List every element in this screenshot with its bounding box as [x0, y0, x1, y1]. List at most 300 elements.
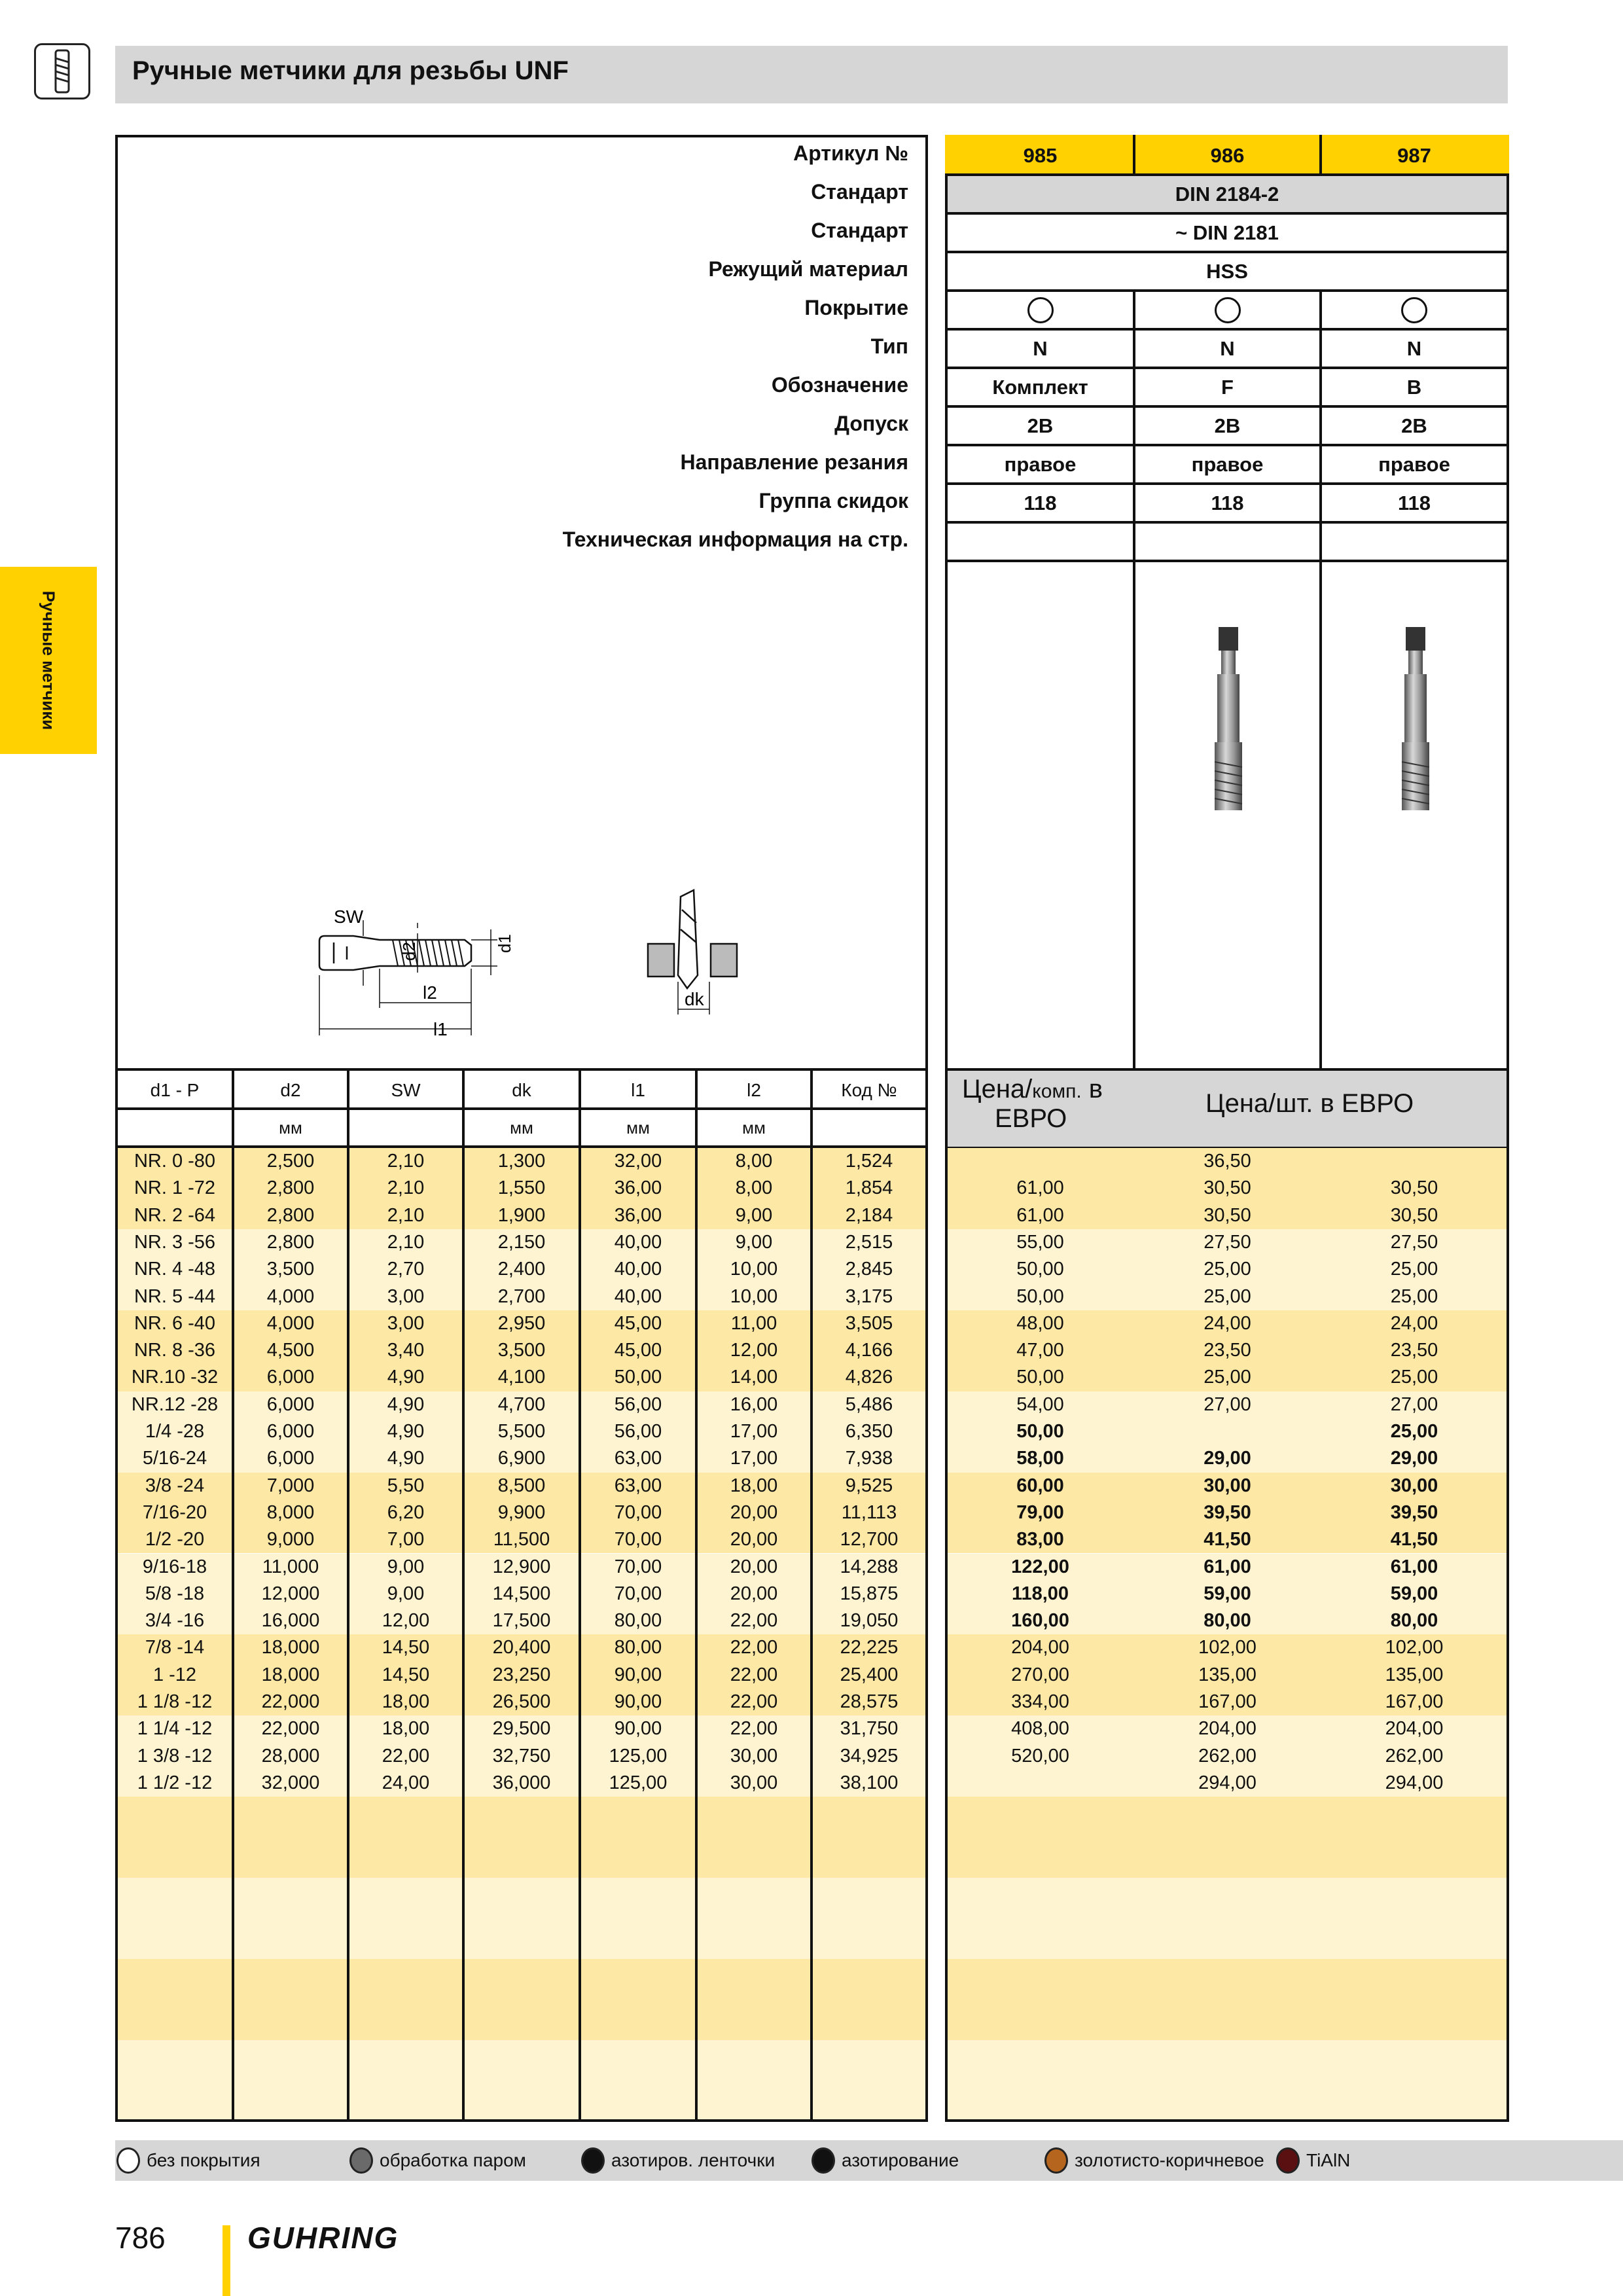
- price-cell-987: 135,00: [1385, 1664, 1444, 1685]
- price-cell-986: 30,50: [1204, 1177, 1251, 1199]
- spec-col-divider: [1133, 289, 1135, 1071]
- spec-divider: [945, 444, 1509, 446]
- table-cell-dk: 6,900: [497, 1448, 546, 1469]
- table-cell-d2: 2,800: [266, 1231, 315, 1253]
- page-title: Ручные метчики для резьбы UNF: [132, 56, 569, 85]
- table-cell-l1: 125,00: [609, 1745, 668, 1767]
- table-cell-l1: 56,00: [614, 1421, 662, 1442]
- tap-category-icon: [34, 43, 90, 99]
- spec-col-divider: [1319, 135, 1322, 173]
- table-cell-l1: 56,00: [614, 1393, 662, 1415]
- price-cell-987: 294,00: [1385, 1772, 1444, 1793]
- table-cell-d2: 12,000: [261, 1583, 320, 1604]
- col-header: d2: [280, 1080, 301, 1100]
- legend-item: [581, 2144, 775, 2177]
- table-cell-code: 22,225: [840, 1637, 899, 1659]
- price-cell-985: 58,00: [1016, 1448, 1064, 1469]
- table-cell-code: 25,400: [840, 1664, 899, 1685]
- price-cell-985: 47,00: [1016, 1340, 1064, 1361]
- uncoated-icon: [1401, 297, 1427, 323]
- table-cell-d1p: 3/8 -24: [145, 1475, 205, 1496]
- tap-image-986: [1191, 622, 1270, 844]
- coating-swatch-icon: [812, 2147, 835, 2174]
- price-cell-987: 27,50: [1390, 1231, 1438, 1253]
- table-cell-dk: 2,950: [497, 1312, 546, 1334]
- table-cell-d1p: 7/16-20: [142, 1501, 207, 1523]
- table-cell-dk: 17,500: [492, 1610, 551, 1632]
- price-header-piece: Цена/шт. в ЕВРО: [1205, 1089, 1414, 1118]
- drawing-label-l2: l2: [423, 982, 437, 1003]
- spec-label: Покрытие: [804, 296, 908, 319]
- table-cell-dk: 4,100: [497, 1367, 546, 1388]
- table-cell-sw: 18,00: [382, 1691, 430, 1712]
- price-cell-986: 102,00: [1198, 1637, 1257, 1659]
- price-cell-985: 48,00: [1016, 1312, 1064, 1334]
- page-number: 786: [115, 2221, 166, 2255]
- table-cell-d2: 7,000: [266, 1475, 315, 1496]
- coating-swatch-icon: [349, 2147, 373, 2174]
- table-cell-sw: 3,40: [387, 1340, 425, 1361]
- table-cell-dk: 36,000: [492, 1772, 551, 1793]
- table-cell-d1p: NR. 0 -80: [134, 1151, 216, 1172]
- col-header: dk: [512, 1080, 531, 1100]
- price-cell-986: 25,00: [1204, 1259, 1251, 1280]
- uncoated-icon: [1027, 297, 1054, 323]
- brand-logo: GUHRING: [247, 2221, 399, 2255]
- table-cell-l2: 10,00: [730, 1285, 778, 1307]
- table-cell-dk: 2,400: [497, 1259, 546, 1280]
- price-cell-986: 23,50: [1204, 1340, 1251, 1361]
- price-cell-986: 61,00: [1204, 1556, 1251, 1577]
- table-cell-dk: 14,500: [492, 1583, 551, 1604]
- price-cell-986: 36,50: [1204, 1151, 1251, 1172]
- price-cell-986: 27,00: [1204, 1393, 1251, 1415]
- table-cell-sw: 3,00: [387, 1285, 425, 1307]
- table-cell-sw: 14,50: [382, 1637, 430, 1659]
- cutting-direction-986: правое: [1191, 452, 1264, 476]
- article-986[interactable]: 986: [1210, 143, 1245, 167]
- type-986: N: [1220, 336, 1235, 360]
- table-cell-d2: 3,500: [266, 1259, 315, 1280]
- coating-swatch-icon: [1276, 2147, 1300, 2174]
- col-header: Код №: [841, 1080, 897, 1100]
- price-cell-986: 135,00: [1198, 1664, 1257, 1685]
- price-cell-985: 122,00: [1011, 1556, 1069, 1577]
- price-cell-986: 204,00: [1198, 1718, 1257, 1740]
- table-cell-code: 3,175: [845, 1285, 893, 1307]
- table-cell-code: 7,938: [845, 1448, 893, 1469]
- spec-label: Режущий материал: [708, 257, 908, 281]
- spec-divider: [945, 251, 1509, 253]
- table-cell-sw: 9,00: [387, 1583, 425, 1604]
- drawing-label-d2: d2: [399, 942, 419, 961]
- price-cell-986: 24,00: [1204, 1312, 1251, 1334]
- spec-divider: [945, 560, 1509, 562]
- table-cell-sw: 4,90: [387, 1393, 425, 1415]
- table-cell-l2: 11,00: [730, 1312, 777, 1334]
- table-cell-dk: 23,250: [492, 1664, 551, 1685]
- col-unit: мм: [510, 1117, 533, 1138]
- coating-swatch-icon: [1044, 2147, 1068, 2174]
- table-cell-l2: 20,00: [730, 1529, 778, 1551]
- table-cell-d2: 9,000: [266, 1529, 315, 1551]
- table-cell-l2: 20,00: [730, 1556, 778, 1577]
- table-cell-sw: 2,10: [387, 1177, 425, 1199]
- col-header: SW: [391, 1080, 421, 1100]
- table-cell-d1p: 1 1/2 -12: [137, 1772, 213, 1793]
- table-cell-l2: 8,00: [735, 1151, 773, 1172]
- price-cell-986: 59,00: [1204, 1583, 1251, 1604]
- price-cell-987: 262,00: [1385, 1745, 1444, 1767]
- price-cell-985: 60,00: [1016, 1475, 1064, 1496]
- price-cell-985: [948, 1770, 1133, 1797]
- table-cell-l2: 16,00: [730, 1393, 778, 1415]
- table-cell-sw: 4,90: [387, 1448, 425, 1469]
- table-cell-l1: 40,00: [614, 1259, 662, 1280]
- table-cell-d2: 22,000: [261, 1718, 320, 1740]
- table-cell-dk: 26,500: [492, 1691, 551, 1712]
- price-cell-987: 27,00: [1390, 1393, 1438, 1415]
- table-top-line: [115, 1068, 928, 1071]
- tolerance-987: 2B: [1401, 414, 1427, 437]
- spec-label: Тип: [870, 334, 908, 358]
- table-cell-d1p: 1 -12: [152, 1664, 197, 1685]
- table-cell-dk: 20,400: [492, 1637, 551, 1659]
- table-cell-code: 2,845: [845, 1259, 893, 1280]
- coating-987: [1322, 292, 1507, 328]
- col-unit: мм: [626, 1117, 650, 1138]
- designation-985: Комплект: [992, 375, 1088, 399]
- table-cell-l1: 70,00: [614, 1556, 662, 1577]
- price-cell-986: 41,50: [1204, 1529, 1251, 1551]
- table-cell-d1p: NR. 1 -72: [134, 1177, 216, 1199]
- table-cell-l2: 17,00: [730, 1421, 778, 1442]
- table-cell-dk: 12,900: [492, 1556, 551, 1577]
- legend-item: [349, 2144, 526, 2177]
- table-cell-d1p: 1 3/8 -12: [137, 1745, 213, 1767]
- table-cell-l2: 12,00: [730, 1340, 778, 1361]
- col-unit: мм: [279, 1117, 302, 1138]
- spec-divider: [945, 521, 1509, 524]
- table-cell-code: 31,750: [840, 1718, 899, 1740]
- table-cell-code: 3,505: [845, 1312, 893, 1334]
- table-cell-d1p: 5/8 -18: [145, 1583, 205, 1604]
- table-cell-d2: 18,000: [261, 1664, 320, 1685]
- price-cell-985: 118,00: [1011, 1583, 1069, 1604]
- table-cell-d1p: 3/4 -16: [145, 1610, 205, 1632]
- table-cell-dk: 9,900: [497, 1501, 546, 1523]
- table-cell-d1p: NR. 8 -36: [134, 1340, 216, 1361]
- table-cell-l2: 30,00: [730, 1745, 778, 1767]
- price-cell-985: 55,00: [1016, 1231, 1064, 1253]
- table-cell-l2: 8,00: [735, 1177, 773, 1199]
- spec-divider: [945, 482, 1509, 485]
- table-cell-l1: 80,00: [614, 1610, 662, 1632]
- price-cell-985: 520,00: [1011, 1745, 1069, 1767]
- price-cell-987: 25,00: [1390, 1367, 1438, 1388]
- table-cell-d2: 2,500: [266, 1151, 315, 1172]
- table-cell-l1: 40,00: [614, 1285, 662, 1307]
- price-cell-985: 79,00: [1016, 1501, 1064, 1523]
- legend-label: азотирование: [842, 2150, 959, 2170]
- table-cell-dk: 11,500: [493, 1529, 550, 1551]
- legend-item: [812, 2144, 959, 2177]
- table-cell-d2: 6,000: [266, 1448, 315, 1469]
- table-cell-l2: 22,00: [730, 1718, 778, 1740]
- table-cell-dk: 1,900: [497, 1204, 546, 1226]
- spec-label: Направление резания: [680, 450, 908, 474]
- table-cell-d2: 4,500: [266, 1340, 315, 1361]
- table-cell-code: 4,826: [845, 1367, 893, 1388]
- drawing-label-l1: l1: [433, 1019, 448, 1039]
- table-cell-d1p: NR.10 -32: [131, 1367, 219, 1388]
- article-985[interactable]: 985: [1023, 143, 1058, 167]
- table-cell-l2: 22,00: [730, 1610, 778, 1632]
- legend-item: [1276, 2144, 1350, 2177]
- price-cell-986: 29,00: [1204, 1448, 1251, 1469]
- uncoated-icon: [1215, 297, 1241, 323]
- price-cell-986: 39,50: [1204, 1501, 1251, 1523]
- price-cell-987: 29,00: [1390, 1448, 1438, 1469]
- table-cell-dk: 2,700: [497, 1285, 546, 1307]
- table-cell-dk: 2,150: [497, 1231, 546, 1253]
- table-cell-code: 4,166: [845, 1340, 893, 1361]
- table-cell-d2: 2,800: [266, 1177, 315, 1199]
- table-cell-code: 15,875: [840, 1583, 899, 1604]
- price-cell-985: 61,00: [1016, 1204, 1064, 1226]
- table-cell-d2: 6,000: [266, 1393, 315, 1415]
- spec-label: Стандарт: [811, 219, 908, 242]
- coating-swatch-icon: [116, 2147, 140, 2174]
- table-cell-l2: 22,00: [730, 1691, 778, 1712]
- col-unit: мм: [742, 1117, 766, 1138]
- table-cell-l1: 125,00: [609, 1772, 668, 1793]
- spec-divider: [945, 212, 1509, 215]
- table-header-line: [115, 1107, 928, 1110]
- price-cell-985: 270,00: [1011, 1664, 1069, 1685]
- table-cell-code: 2,515: [845, 1231, 893, 1253]
- price-cell-987: 25,00: [1390, 1285, 1438, 1307]
- table-cell-d2: 4,000: [266, 1285, 315, 1307]
- table-cell-d1p: 1 1/8 -12: [137, 1691, 213, 1712]
- price-cell-986: 25,00: [1204, 1367, 1251, 1388]
- legend-label: TiAlN: [1306, 2150, 1351, 2170]
- table-cell-d1p: NR. 5 -44: [134, 1285, 216, 1307]
- table-cell-code: 11,113: [841, 1501, 897, 1523]
- price-cell-986: [1135, 1418, 1319, 1445]
- table-cell-l1: 90,00: [614, 1691, 662, 1712]
- spec-divider: [945, 328, 1509, 331]
- spec-divider: [945, 173, 1509, 176]
- table-cell-d1p: 1/2 -20: [145, 1529, 205, 1551]
- price-cell-987: 24,00: [1390, 1312, 1438, 1334]
- price-cell-985: 83,00: [1016, 1529, 1064, 1551]
- legend-item: [116, 2144, 260, 2177]
- table-cell-d1p: NR. 2 -64: [134, 1204, 216, 1226]
- price-cell-986: 167,00: [1198, 1691, 1257, 1712]
- table-cell-l1: 50,00: [614, 1367, 662, 1388]
- price-cell-986: 27,50: [1204, 1231, 1251, 1253]
- col-unit: [349, 1111, 462, 1144]
- table-cell-d1p: 5/16-24: [142, 1448, 207, 1469]
- table-cell-d2: 18,000: [261, 1637, 320, 1659]
- table-cell-l1: 80,00: [614, 1637, 662, 1659]
- price-cell-985: 50,00: [1016, 1367, 1064, 1388]
- spec-divider: [945, 405, 1509, 408]
- table-cell-dk: 4,700: [497, 1393, 546, 1415]
- table-cell-d2: 16,000: [261, 1610, 320, 1632]
- article-987[interactable]: 987: [1397, 143, 1431, 167]
- table-cell-sw: 2,10: [387, 1204, 425, 1226]
- table-cell-sw: 4,90: [387, 1367, 425, 1388]
- table-cell-code: 38,100: [840, 1772, 899, 1793]
- drawing-label-sw: SW: [334, 906, 364, 927]
- table-cell-code: 2,184: [845, 1204, 893, 1226]
- table-cell-dk: 32,750: [492, 1745, 551, 1767]
- col-header: l2: [747, 1080, 761, 1100]
- table-cell-l1: 40,00: [614, 1231, 662, 1253]
- tolerance-985: 2B: [1027, 414, 1054, 437]
- standard-din-2184: DIN 2184-2: [1175, 182, 1279, 206]
- table-cell-code: 28,575: [840, 1691, 899, 1712]
- table-cell-l1: 90,00: [614, 1718, 662, 1740]
- table-cell-code: 1,524: [845, 1151, 893, 1172]
- table-cell-l1: 90,00: [614, 1664, 662, 1685]
- price-cell-986: 25,00: [1204, 1285, 1251, 1307]
- coating-986: [1135, 292, 1319, 328]
- price-cell-987: 39,50: [1390, 1501, 1438, 1523]
- col-header: d1 - P: [150, 1080, 200, 1100]
- col-header: l1: [631, 1080, 645, 1100]
- designation-987: B: [1406, 375, 1422, 399]
- legend-label: обработка паром: [380, 2150, 526, 2170]
- table-cell-code: 5,486: [845, 1393, 893, 1415]
- price-cell-985: 50,00: [1016, 1421, 1064, 1442]
- table-cell-l1: 70,00: [614, 1583, 662, 1604]
- table-cell-l1: 32,00: [614, 1151, 662, 1172]
- designation-986: F: [1221, 375, 1234, 399]
- table-cell-sw: 22,00: [382, 1745, 430, 1767]
- table-cell-code: 6,350: [845, 1421, 893, 1442]
- table-cell-d2: 4,000: [266, 1312, 315, 1334]
- table-cell-sw: 7,00: [387, 1529, 425, 1551]
- table-cell-dk: 5,500: [497, 1421, 546, 1442]
- table-cell-dk: 1,550: [497, 1177, 546, 1199]
- drawing-label-dk: dk: [685, 989, 704, 1009]
- table-cell-d2: 2,800: [266, 1204, 315, 1226]
- table-cell-sw: 6,20: [387, 1501, 425, 1523]
- table-cell-sw: 2,70: [387, 1259, 425, 1280]
- price-cell-985: 50,00: [1016, 1285, 1064, 1307]
- table-cell-sw: 2,10: [387, 1231, 425, 1253]
- table-cell-sw: 3,00: [387, 1312, 425, 1334]
- table-cell-dk: 3,500: [497, 1340, 546, 1361]
- price-cell-987: [1322, 1148, 1507, 1175]
- tap-technical-drawing: [308, 884, 740, 1054]
- price-cell-987: 30,50: [1390, 1177, 1438, 1199]
- table-cell-d1p: NR. 3 -56: [134, 1231, 216, 1253]
- table-cell-l1: 36,00: [614, 1204, 662, 1226]
- standard-din-2181: ~ DIN 2181: [1175, 221, 1279, 244]
- table-cell-code: 12,700: [840, 1529, 899, 1551]
- table-cell-l1: 63,00: [614, 1448, 662, 1469]
- table-cell-d2: 22,000: [261, 1691, 320, 1712]
- spec-label: Обозначение: [771, 373, 908, 397]
- price-cell-985: 334,00: [1011, 1691, 1069, 1712]
- legend-label: золотисто-коричневое: [1075, 2150, 1264, 2170]
- price-cell-987: 102,00: [1385, 1637, 1444, 1659]
- table-cell-sw: 18,00: [382, 1718, 430, 1740]
- table-cell-d2: 28,000: [261, 1745, 320, 1767]
- table-cell-l1: 45,00: [614, 1312, 662, 1334]
- spec-label: Артикул №: [793, 141, 908, 165]
- price-cell-987: 61,00: [1390, 1556, 1438, 1577]
- price-cell-985: 408,00: [1011, 1718, 1069, 1740]
- coating-swatch-icon: [581, 2147, 605, 2174]
- price-cell-987: 23,50: [1390, 1340, 1438, 1361]
- table-cell-code: 19,050: [840, 1610, 899, 1632]
- table-cell-d2: 6,000: [266, 1421, 315, 1442]
- table-cell-d1p: 7/8 -14: [145, 1637, 205, 1659]
- table-cell-d1p: NR. 4 -48: [134, 1259, 216, 1280]
- table-cell-l2: 14,00: [730, 1367, 778, 1388]
- table-cell-code: 9,525: [845, 1475, 893, 1496]
- price-cell-986: 294,00: [1198, 1772, 1257, 1793]
- legend-label: без покрытия: [147, 2150, 260, 2170]
- side-tab-label: Ручные метчики: [39, 590, 59, 730]
- table-cell-sw: 14,50: [382, 1664, 430, 1685]
- cutting-material: HSS: [1206, 259, 1248, 283]
- table-cell-code: 1,854: [845, 1177, 893, 1199]
- coating-985: [948, 292, 1133, 328]
- price-cell-987: 30,00: [1390, 1475, 1438, 1496]
- price-cell-985: 61,00: [1016, 1177, 1064, 1199]
- price-cell-987: 59,00: [1390, 1583, 1438, 1604]
- table-cell-dk: 8,500: [497, 1475, 546, 1496]
- price-cell-985: 54,00: [1016, 1393, 1064, 1415]
- spec-col-divider: [1133, 135, 1135, 173]
- price-cell-985: 160,00: [1011, 1610, 1069, 1632]
- price-cell-986: 80,00: [1204, 1610, 1251, 1632]
- type-987: N: [1406, 336, 1422, 360]
- footer-accent: [223, 2225, 230, 2296]
- legend-label: азотиров. ленточки: [611, 2150, 776, 2170]
- table-cell-l2: 10,00: [730, 1259, 778, 1280]
- table-cell-l1: 45,00: [614, 1340, 662, 1361]
- discount-group-987: 118: [1397, 491, 1431, 514]
- table-cell-l2: 22,00: [730, 1664, 778, 1685]
- table-cell-dk: 1,300: [497, 1151, 546, 1172]
- price-cell-985: 204,00: [1011, 1637, 1069, 1659]
- table-cell-l1: 70,00: [614, 1529, 662, 1551]
- price-header-set: Цена/комп. в ЕВРО: [962, 1075, 1103, 1133]
- price-cell-987: 30,50: [1390, 1204, 1438, 1226]
- table-cell-l2: 9,00: [735, 1231, 773, 1253]
- price-cell-987: 41,50: [1390, 1529, 1438, 1551]
- spec-col-divider: [1319, 289, 1322, 1071]
- table-cell-d1p: NR. 6 -40: [134, 1312, 216, 1334]
- price-cell-987: 204,00: [1385, 1718, 1444, 1740]
- table-cell-sw: 2,10: [387, 1151, 425, 1172]
- col-unit: [118, 1111, 232, 1144]
- price-cell-987: 80,00: [1390, 1610, 1438, 1632]
- spec-divider: [945, 289, 1509, 292]
- price-cell-985: [948, 1148, 1133, 1175]
- spec-label: Техническая информация на стр.: [562, 528, 908, 551]
- cutting-direction-987: правое: [1378, 452, 1450, 476]
- discount-group-986: 118: [1211, 491, 1244, 514]
- table-cell-d2: 8,000: [266, 1501, 315, 1523]
